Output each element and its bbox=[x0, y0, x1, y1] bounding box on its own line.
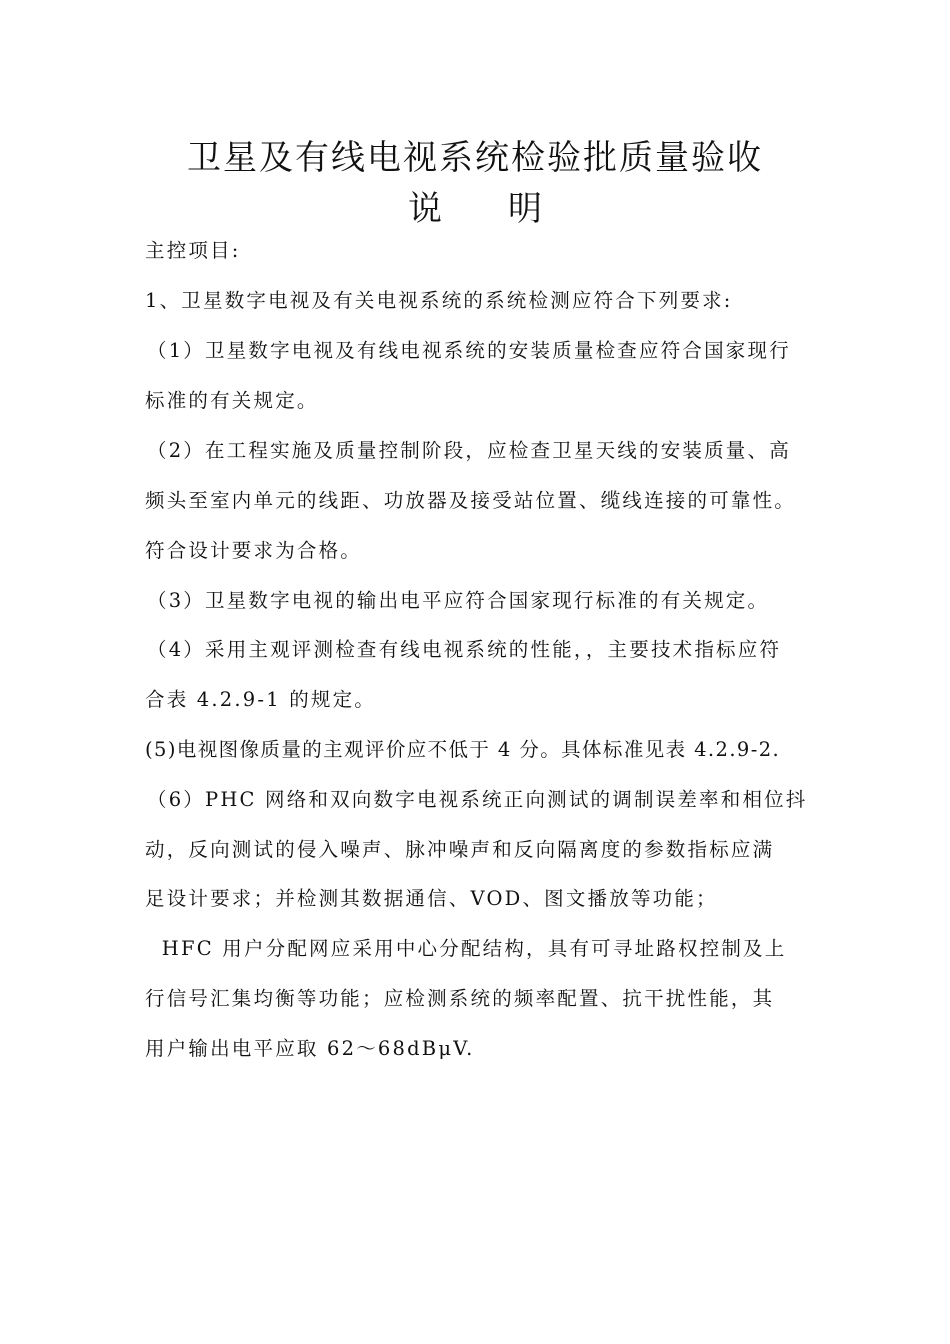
body-line: （3）卫星数字电视的输出电平应符合国家现行标准的有关规定。 bbox=[147, 589, 770, 612]
body-line: (5)电视图像质量的主观评价应不低于 4 分。具体标准见表 4.2.9-2. bbox=[145, 738, 781, 761]
requirement-item-1: 1、卫星数字电视及有关电视系统的系统检测应符合下列要求: bbox=[145, 289, 733, 312]
subtitle-char-1: 说 bbox=[408, 189, 442, 229]
body-line: （2）在工程实施及质量控制阶段，应检查卫星天线的安装质量、高 bbox=[147, 439, 791, 462]
body-line: 动，反向测试的侵入噪声、脉冲噪声和反向隔离度的参数指标应满 bbox=[145, 838, 775, 861]
document-subtitle bbox=[0, 181, 950, 230]
body-line: 合表 4.2.9-1 的规定。 bbox=[145, 688, 377, 711]
body-line: 足设计要求；并检测其数据通信、VOD、图文播放等功能； bbox=[145, 887, 718, 910]
section-heading: 主控项目: bbox=[145, 239, 241, 262]
body-line: 频头至室内单元的线距、功放器及接受站位置、缆线连接的可靠性。 bbox=[145, 489, 797, 512]
document-title: 卫星及有线电视系统检验批质量验收 bbox=[187, 138, 763, 178]
body-line: （1）卫星数字电视及有线电视系统的安装质量检查应符合国家现行 bbox=[147, 339, 791, 362]
body-line: 行信号汇集均衡等功能；应检测系统的频率配置、抗干扰性能，其 bbox=[145, 987, 775, 1010]
body-line: 用户输出电平应取 62～68dBμV. bbox=[145, 1037, 475, 1060]
body-line: （6）PHC 网络和双向数字电视系统正向测试的调制误差率和相位抖 bbox=[147, 788, 808, 811]
subtitle-char-2: 明 bbox=[508, 189, 542, 229]
body-line: 符合设计要求为合格。 bbox=[145, 539, 363, 562]
body-line: （4）采用主观评测检查有线电视系统的性能，，主要技术指标应符 bbox=[147, 638, 782, 661]
body-line: 标准的有关规定。 bbox=[145, 389, 319, 412]
body-line: HFC 用户分配网应采用中心分配结构，具有可寻址路权控制及上 bbox=[145, 937, 787, 960]
